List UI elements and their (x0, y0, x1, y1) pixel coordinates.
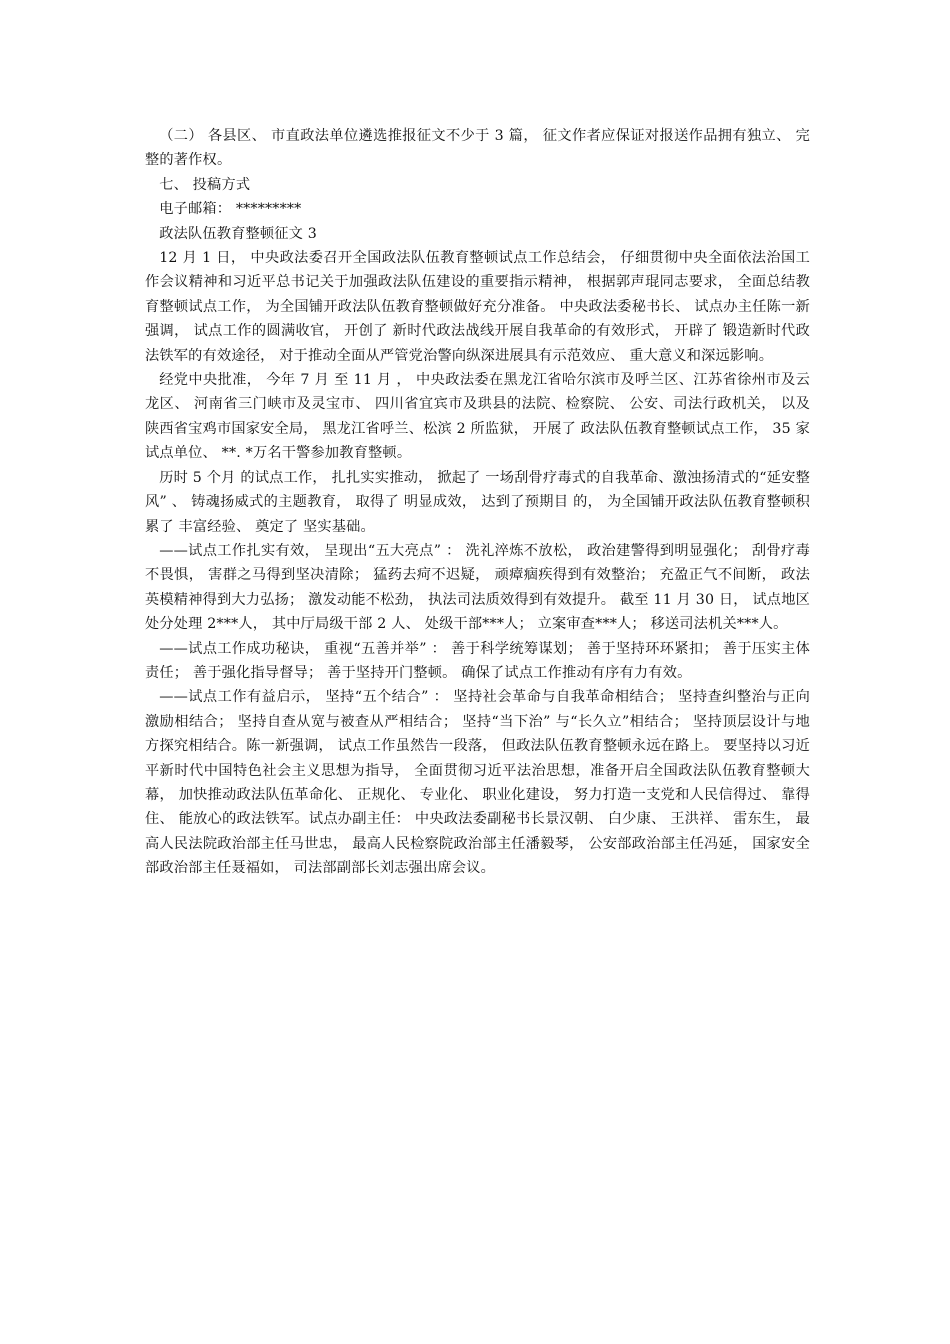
email-line: 电子邮箱： ********* (159, 201, 302, 218)
paragraph-pilot-scope: 经党中央批准， 今年 7 月 至 11 月 ， 中央政法委在黑龙江省哈尔滨市及呼兰区、江苏省徐州市及云龙区、 河南省三门峡市及灵宝市、 四川省宜宾市及珙县的法院、检察院、 公安、司法行政机关， 以及陕西省宝鸡市国家安全局， 黑龙江省呼兰、松滨 2 所监狱， 开展了 政法队伍教育整顿试点工作， 35 家试点单位、 **. *万名干警参加教育整顿。 (145, 372, 810, 462)
section-heading-submission-method: 七、 投稿方式 (159, 176, 251, 193)
paragraph-five-highlights: ——试点工作扎实有效， 呈现出“五大亮点” ： 洗礼淬炼不放松， 政治建警得到明显强化； 刮骨疗毒不畏惧， 害群之马得到坚决清除； 猛药去疴不迟疑， 顽瘴痼疾得到有效整治； 充盈正气不间断， 政法英模精神得到大力弘扬； 激发动能不松劲， 执法司法质效得到有效提升。 截至 11 月 30 日， 试点地区处分处理 2***人， 其中厅局级干部 2 人、 处级干部***人； 立案审查***人； 移送司法机关***人。 (145, 542, 810, 633)
essay-title: 政法队伍教育整顿征文 3 (159, 225, 317, 242)
paragraph-five-combinations: ——试点工作有益启示， 坚持“五个结合” ： 坚持社会革命与自我革命相结合； 坚持查纠整治与正向激励相结合； 坚持自查从宽与被查从严相结合； 坚持“当下治” 与“长久立”相结合； 坚持顶层设计与地方探究相结合。陈一新强调， 试点工作虽然告一段落， 但政法队伍教育整顿永远在路上。 要坚持以习近平新时代中国特色社会主义思想为指导， 全面贯彻习近平法治思想，准备开启全国政法队伍教育整顿大幕， 加快推动政法队伍革命化、 正规化、 专业化、 职业化建设， 努力打造一支党和人民信得过、 靠得住、 能放心的政法铁军。试点办副主任： 中央政法委副秘书长景汉朝、 白少康、 王洪祥、 雷东生， 最高人民法院政治部主任马世忠， 最高人民检察院政治部主任潘毅琴， 公安部政治部主任冯延， 国家安全部政治部主任聂福如， 司法部副部长刘志强出席会议。 (145, 689, 810, 877)
paragraph-submission-requirement: （二） 各县区、 市直政法单位遴选推报征文不少于 3 篇， 征文作者应保证对报送作品拥有独立、 完整的著作权。 (145, 128, 810, 169)
paragraph-five-goods: ——试点工作成功秘诀， 重视“五善并举” ： 善于科学统筹谋划； 善于坚持环环紧扣； 善于压实主体责任； 善于强化指导督导； 善于坚持开门整顿。 确保了试点工作推动有序有力有效。 (145, 640, 810, 681)
paragraph-pilot-results: 历时 5 个月 的试点工作， 扎扎实实推动， 掀起了 一场刮骨疗毒式的自我革命、激浊扬清式的“延安整风” 、 铸魂扬威式的主题教育， 取得了 明显成效， 达到了预期目 的， 为全国铺开政法队伍教育整顿积累了 丰富经验、 奠定了 坚实基础。 (145, 469, 810, 535)
document-body (145, 124, 810, 881)
paragraph-meeting: 12 月 1 日， 中央政法委召开全国政法队伍教育整顿试点工作总结会， 仔细贯彻中央全面依法治国工作会议精神和习近平总书记关于加强政法队伍建设的重要指示精神， 根据郭声琨同志要求， 全面总结教育整顿试点工作， 为全国铺开政法队伍教育整顿做好充分准备。 中央政法委秘书长、 试点办主任陈一新强调， 试点工作的圆满收官， 开创了 新时代政法战线开展自我革命的有效形式， 开辟了 锻造新时代政法铁军的有效途径， 对于推动全面从严管党治警向纵深进展具有示范效应、 重大意义和深远影响。 (145, 250, 810, 364)
